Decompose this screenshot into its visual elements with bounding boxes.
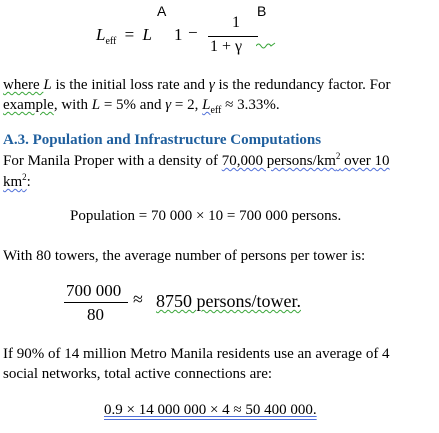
var-l-3: L: [202, 97, 211, 113]
density-pre: For Manila Proper with a density of: [3, 153, 222, 169]
connections-equation: 0.9 × 14 000 000 × 4 ≈ 50 400 000.: [104, 402, 317, 418]
para-text-2: is the initial loss rate and: [51, 77, 209, 93]
formula-lhs-sub: eff: [105, 36, 117, 47]
formula-denominator: 1 + γ: [210, 38, 243, 55]
var-gamma-2: γ: [165, 97, 172, 113]
para-text-3: is the redundancy factor. For: [214, 77, 391, 93]
var-l-2: L: [91, 97, 101, 113]
squiggle-mark: [256, 40, 276, 50]
density-post: over 10: [340, 153, 390, 169]
formula-one: 1: [174, 25, 183, 44]
section-heading: A.3. Population and Infrastructure Computations: [3, 132, 322, 148]
var-gamma: γ: [208, 77, 215, 93]
population-equation: Population = 70 000 × 10 = 700 000 persons.: [70, 208, 342, 224]
formula-label-a: A: [157, 3, 167, 19]
var-eff-sub: eff: [210, 105, 222, 116]
where-word: where: [3, 77, 44, 93]
area-colon: :: [26, 174, 31, 190]
per-tower-fraction-bar: [64, 302, 128, 303]
area-km: km: [3, 174, 23, 190]
metro-line-2: social networks, total active connections are:: [3, 366, 273, 382]
metro-line-1: If 90% of 14 million Metro Manila residents use an average of 4: [3, 346, 390, 362]
formula-fraction-bar: [208, 36, 258, 37]
para-text-4: , with: [53, 97, 92, 113]
per-tower-result: 8750 persons/tower.: [156, 291, 301, 311]
formula-lhs-var: L: [96, 25, 106, 44]
formula-loss-eff: [96, 25, 152, 48]
density-value: 70,000 persons/km: [221, 153, 336, 169]
formula-label-b: B: [257, 3, 267, 19]
formula-rhs-var: L: [142, 25, 152, 44]
example-word: example: [3, 97, 54, 113]
para-text-7: ≈ 3.33%.: [221, 97, 280, 113]
density-paragraph: [3, 151, 435, 193]
formula-numerator: 1: [232, 14, 240, 31]
density-sup: 2: [335, 151, 341, 161]
formula-minus: −: [188, 23, 198, 42]
variables-paragraph: [3, 75, 435, 117]
towers-sentence: With 80 towers, the average number of persons per tower is:: [3, 248, 366, 264]
per-tower-denominator: 80: [87, 305, 104, 324]
para-text-5: = 5% and: [100, 97, 166, 113]
area-sup: 2: [22, 172, 27, 182]
per-tower-numerator: 700 000: [66, 281, 122, 300]
per-tower-approx: ≈: [133, 289, 143, 309]
formula-equals: =: [124, 25, 135, 44]
var-l: L: [43, 77, 52, 93]
para-text-6: = 2,: [171, 97, 203, 113]
